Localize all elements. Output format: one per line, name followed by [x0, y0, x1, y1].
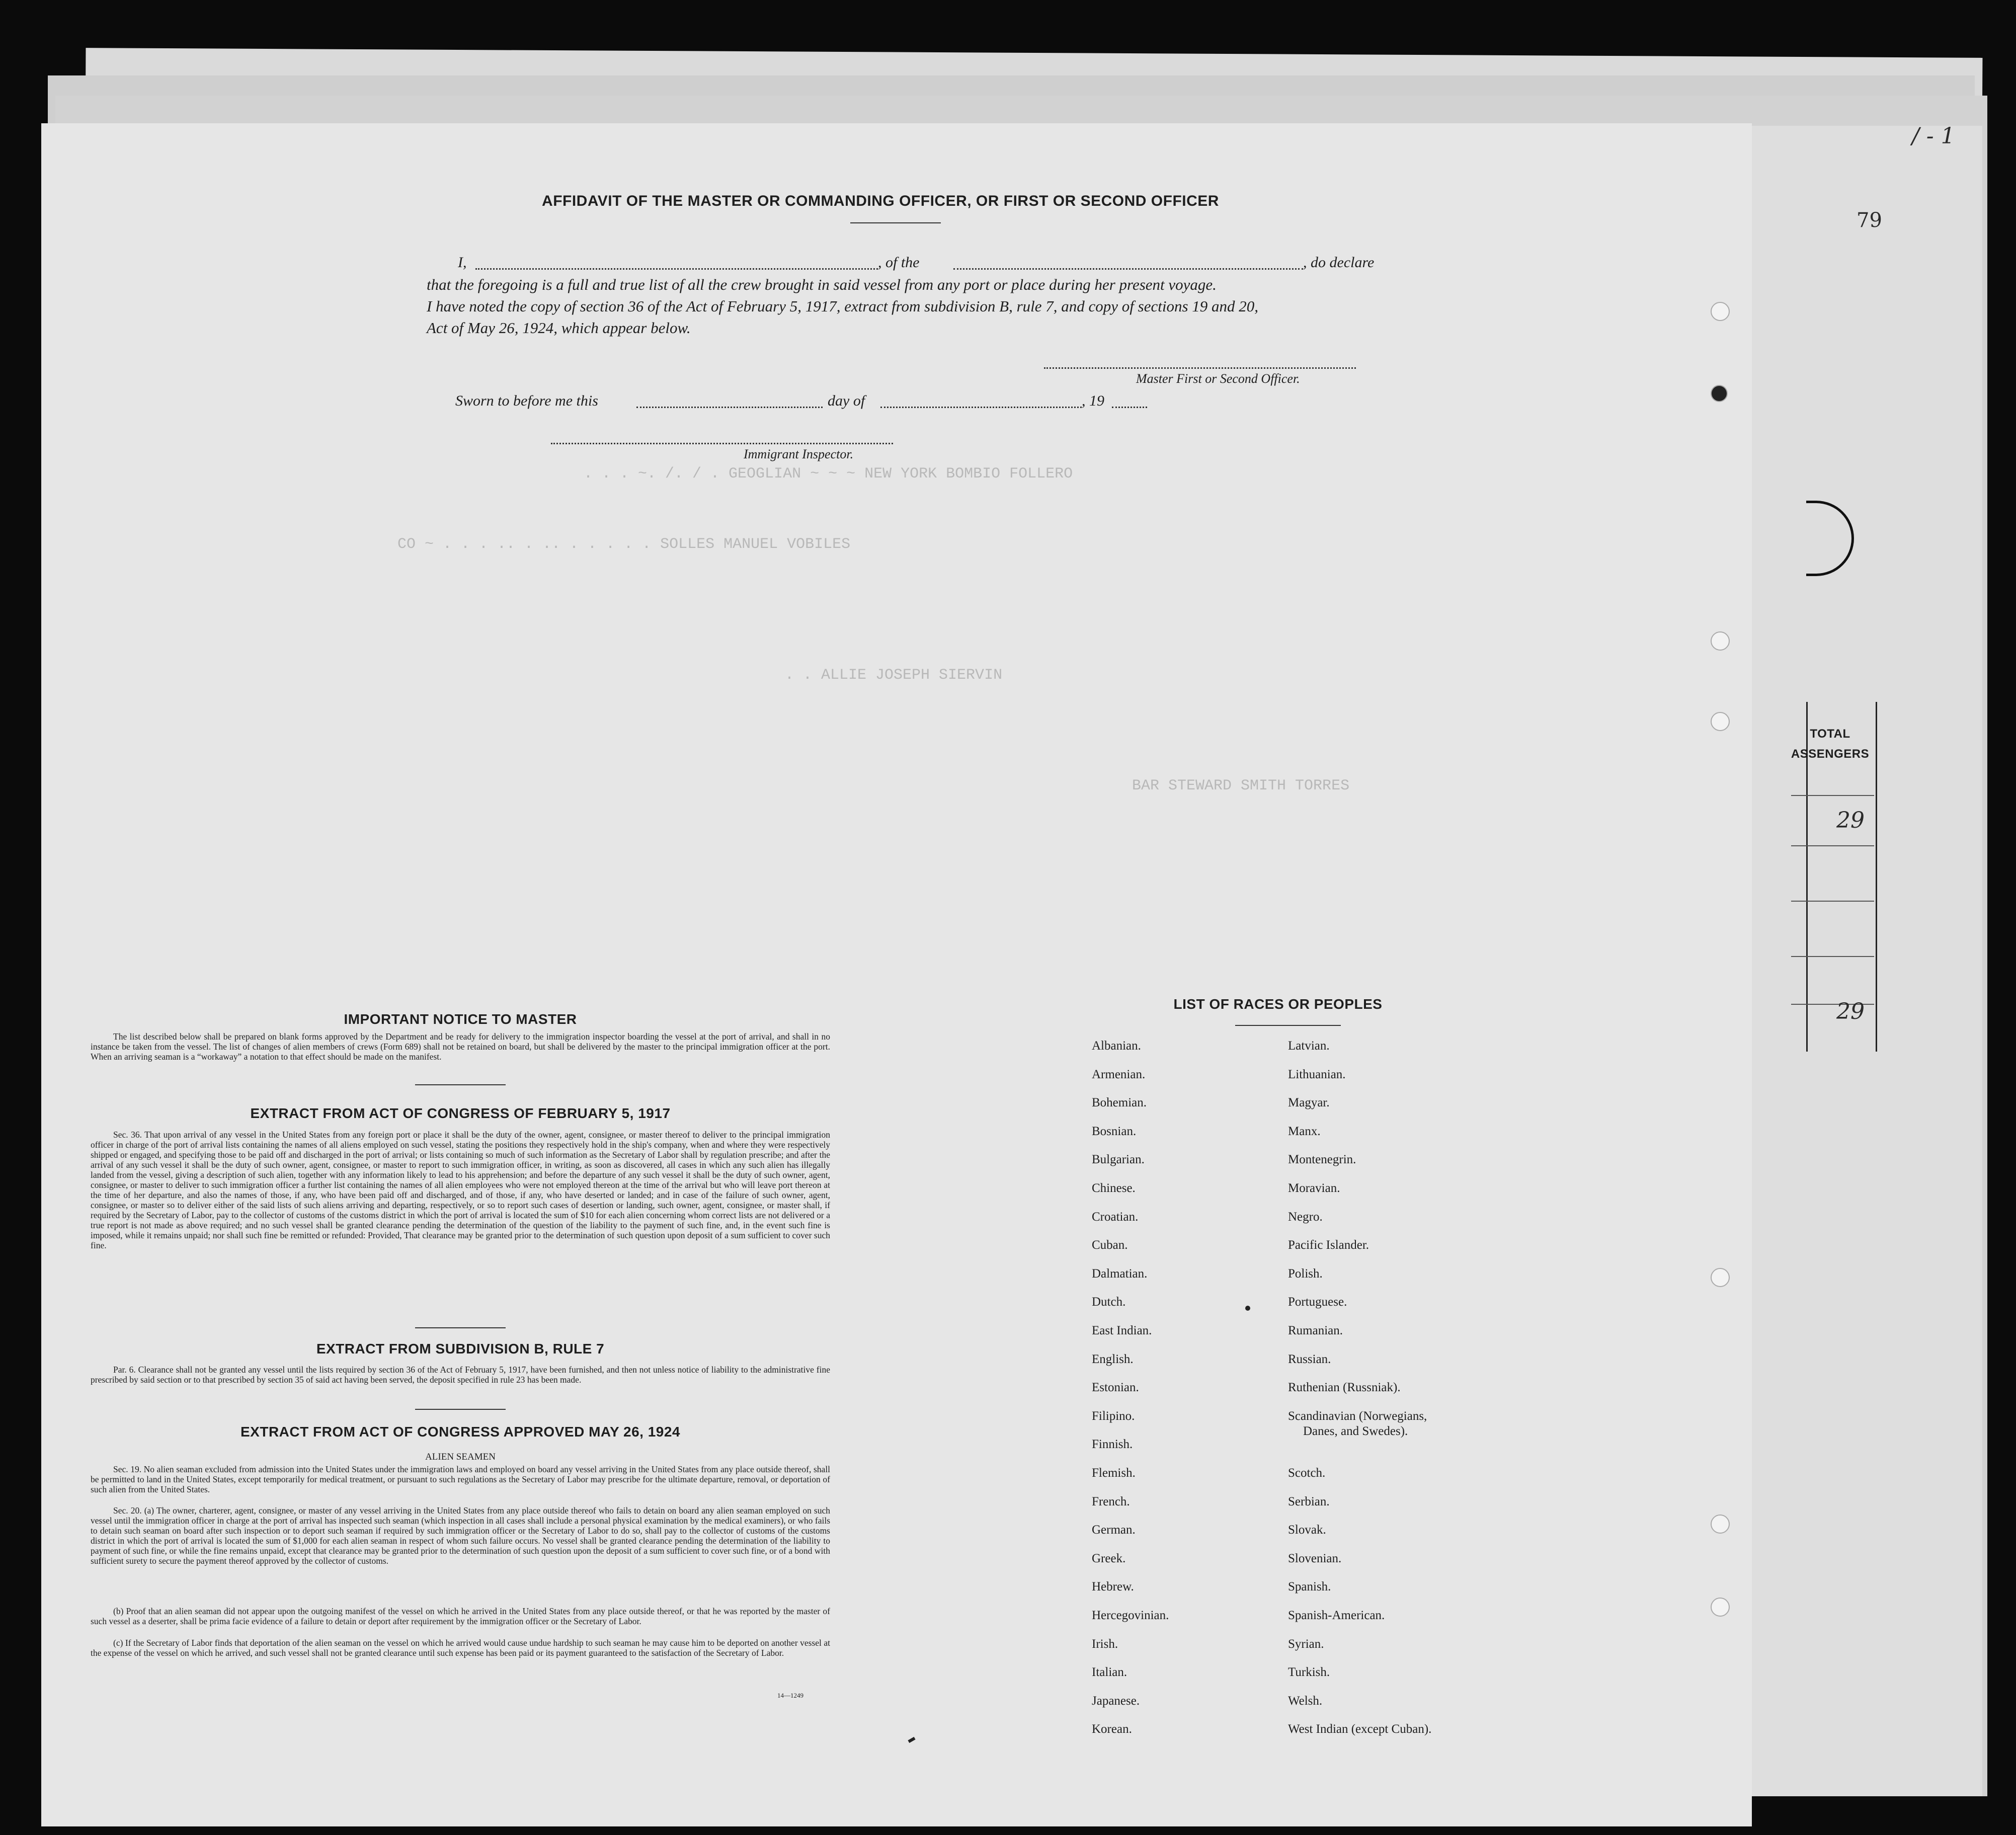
affidavit-body-line3: Act of May 26, 1924, which appear below. [427, 319, 691, 337]
extract-1924-title: EXTRACT FROM ACT OF CONGRESS APPROVED MAY 26, 1924 [240, 1424, 680, 1440]
race-item: Moravian. [1288, 1181, 1340, 1195]
pen-mark [1245, 1306, 1250, 1311]
notice-title: IMPORTANT NOTICE TO MASTER [344, 1011, 577, 1027]
totals-divider [1791, 901, 1874, 902]
extract-1917-text: Sec. 36. That upon arrival of any vessel in the United States from any foreign port or place it shall be the duty of the owner, agent, consignee, or master thereof to deliver to the principal immigration officer in charge of the port of arrival lists containing the names of all aliens employed on such vessel, stating the positions they respectively hold in the ship's company, when and where they were respectively shipped or engaged, and specifying those to be paid off and discharged in the port of arrival; or lists containing so much of such information as the Secretary of Labor shall by regulation prescribe; and after the arrival of any such vessel it shall be the duty of such owner, agent, consignee, or master to report to such immigration officer, in writing, as soon as discovered, all cases in which any such alien has illegally landed from the vessel, giving a description of such alien, together with any information likely to lead to his apprehension; and before the departure of any such vessel it shall be the duty of such owner, agent, consignee, or master to deliver to such immigration officer a further list containing the names of all alien employees who were not employed thereon at the time of the arrival but who will leave port thereon at the time of her departure, and also the names of those, if any, who have been paid off and discharged, and of those, if any, who have deserted or landed; and in case of the failure of such owner, agent, consignee, or master so to deliver either of the said lists of such aliens arriving and departing, respectively, or so to report such cases of desertion or landing, such owner, agent, consignee, or master shall, if required by the Secretary of Labor, pay to the collector of customs of the customs district in which the port of arrival is located the sum of $10 for each alien concerning whom correct lists are not delivered or a true report is not made as above required; and no such vessel shall be granted clearance pending the determination of the question of the liability to the payment of such fine, and, in the event such fine is imposed, while it remains unpaid; nor shall such fine be remitted or refunded: Provided, That clearance may be granted prior to the determination of such question upon deposit of a sum sufficient to cover such fine. [91, 1130, 830, 1250]
rule7-title: EXTRACT FROM SUBDIVISION B, RULE 7 [316, 1341, 605, 1357]
race-item: Dalmatian. [1092, 1266, 1148, 1281]
affidavit-title: AFFIDAVIT OF THE MASTER OR COMMANDING OFFICER, OR FIRST OR SECOND OFFICER [542, 193, 1219, 209]
sworn-label: Sworn to before me this [455, 392, 598, 409]
sec20a-text: Sec. 20. (a) The owner, charterer, agent, consignee, or master of any vessel arriving in the United States from any place outside thereof who fails to detain on board any alien seaman employed on such vessel until the immigration officer in charge at the port of arrival has inspected such seaman (which inspection in all cases shall include a personal physical examination by the medical examiners), or who fails to detain such seaman on board after such inspection or to deport such seaman if required by such immigration officer or the Secretary of Labor to do so, shall pay to the collector of customs of the customs district in which the port of arrival is located the sum of $1,000 for each alien seaman in respect of whom such failure occurs. No vessel shall be granted clearance pending the determination of the liability to payment of such fine, or while the fine remains unpaid, except that clearance may be granted prior to the determination of such question upon the deposit of a sum sufficient to cover such fine, or of a bond with sufficient surety to secure the payment thereof approved by the collector of customs. [91, 1505, 830, 1566]
inspector-signature-label: Immigrant Inspector. [744, 447, 854, 461]
corner-mark: / - 1 [1912, 123, 1955, 149]
race-item: Polish. [1288, 1266, 1323, 1281]
sworn-day-blank[interactable] [636, 391, 823, 408]
punch-hole [1711, 1598, 1730, 1617]
race-item: Korean. [1092, 1722, 1132, 1736]
vessel-blank[interactable] [953, 253, 1303, 270]
sec19-text: Sec. 19. No alien seaman excluded from admission into the United States under the immigration laws and employed on board any vessel arriving in the United States from any place outside thereof, shall be permitted to land in the United States, except temporarily for medical treatment, or pursuant to such regulations as the Secretary of Labor may prescribe for the ultimate departure, removal, or deportation of such alien from the United States. [91, 1464, 830, 1494]
race-item: Dutch. [1092, 1295, 1126, 1309]
race-item: Ruthenian (Russniak). [1288, 1381, 1401, 1395]
race-item: Scotch. [1288, 1466, 1326, 1480]
race-item: Armenian. [1092, 1067, 1146, 1081]
race-item: Spanish. [1288, 1580, 1331, 1594]
affidavit-body-line1: that the foregoing is a full and true list of all the crew brought in said vessel from any port or place during her present voyage. [427, 276, 1217, 293]
race-item: Lithuanian. [1288, 1067, 1346, 1081]
page-number: 79 [1857, 209, 1882, 232]
race-item: Rumanian. [1288, 1324, 1343, 1337]
race-item: Croatian. [1092, 1210, 1139, 1224]
punch-hole [1711, 631, 1730, 651]
affidavit-i: I, [458, 254, 467, 271]
race-item: Manx. [1288, 1124, 1321, 1138]
race-item: Serbian. [1288, 1494, 1330, 1508]
sec20c-text: (c) If the Secretary of Labor finds that deportation of the alien seaman on the vessel on which he arrived would cause undue hardship to such seaman he may cause him to be deported on another vessel at the expense of the vessel on which he arrived, and such vessel shall not be granted clearance until such expense has been paid or its payment guaranteed to the satisfaction of the Secretary of Labor. [91, 1638, 830, 1658]
totals-divider [1791, 795, 1874, 796]
race-item: Bohemian. [1092, 1096, 1147, 1110]
race-item: Chinese. [1092, 1181, 1136, 1195]
race-item: Spanish-American. [1288, 1609, 1385, 1622]
totals-divider [1791, 956, 1874, 957]
punch-hole [1711, 712, 1730, 731]
race-item: Syrian. [1288, 1637, 1324, 1651]
races-title-rule [1235, 1025, 1341, 1026]
race-item: Albanian. [1092, 1039, 1141, 1053]
race-item: Pacific Islander. [1288, 1238, 1369, 1252]
notice-text: The list described below shall be prepared on blank forms approved by the Department and be ready for delivery to the immigration inspector boarding the vessel at the port of arrival, and shall in no instance be taken from the vessel. The list of changes of alien members of crews (Form 689) shall not be retained on board, but shall be delivered by the master to the principal immigration officer at the port. When an arriving seaman is a “workaway” a notation to that effect should be made on the manifest. [91, 1031, 830, 1062]
affidavit-sheet [41, 123, 1752, 1826]
race-item: Turkish. [1288, 1665, 1330, 1680]
race-item: Hebrew. [1092, 1580, 1134, 1594]
race-item: West Indian (except Cuban). [1288, 1722, 1432, 1736]
totals-divider [1791, 845, 1874, 846]
section-rule [415, 1409, 506, 1410]
race-item: Portuguese. [1288, 1295, 1347, 1309]
month-blank[interactable] [880, 391, 1082, 408]
race-item: Bosnian. [1092, 1124, 1137, 1138]
race-item: Welsh. [1288, 1694, 1323, 1708]
race-item: Cuban. [1092, 1238, 1128, 1252]
affidavit-do-declare: , do declare [1303, 254, 1375, 271]
race-item: Greek. [1092, 1551, 1126, 1565]
bleed-through-row: . . ALLIE JOSEPH SIERVIN [785, 667, 1003, 684]
totals-value-top: 29 [1836, 808, 1865, 833]
master-signature-label: Master First or Second Officer. [1136, 371, 1300, 386]
section-rule [415, 1084, 506, 1085]
race-item: Magyar. [1288, 1096, 1330, 1110]
title-rule [850, 222, 941, 223]
race-item: Negro. [1288, 1210, 1323, 1224]
sec20b-text: (b) Proof that an alien seaman did not appear upon the outgoing manifest of the vessel on which he arrived in the United States from any place outside thereof, or that he was reported by the master of such vessel as a deserter, shall be prima facie evidence of a failure to detain or deport after requirement by the immigration officer or the Secretary of Labor. [91, 1606, 830, 1626]
race-item: Filipino. [1092, 1409, 1135, 1423]
race-item: Italian. [1092, 1665, 1127, 1680]
bleed-through-row: BAR STEWARD SMITH TORRES [1132, 777, 1350, 794]
race-item: Russian. [1288, 1352, 1331, 1366]
punch-hole [1711, 1268, 1730, 1287]
race-item: Latvian. [1288, 1039, 1330, 1053]
race-item: Bulgarian. [1092, 1153, 1145, 1167]
rule7-text: Par. 6. Clearance shall not be granted any vessel until the lists required by section 36 of the Act of February 5, 1917, have been furnished, and then not unless notice of liability to the administrative fine prescribed by said section or to that prescribed by section 35 of said act having been served, the deposit specified in rule 23 has been made. [91, 1365, 830, 1385]
punch-hole [1711, 1514, 1730, 1534]
extract-1917-title: EXTRACT FROM ACT OF CONGRESS OF FEBRUARY 5, 1917 [250, 1105, 671, 1121]
race-item: Finnish. [1092, 1438, 1133, 1452]
year-prefix: , 19 [1082, 392, 1104, 409]
affidavit-body-line2: I have noted the copy of section 36 of the Act of February 5, 1917, extract from subdivision B, rule 7, and copy of sections 19 and 20, [427, 297, 1259, 315]
race-item: Japanese. [1092, 1694, 1140, 1708]
bleed-through-row: . . . ~. /. / . GEOGLIAN ~ ~ ~ NEW YORK BOMBIO FOLLERO [584, 465, 1073, 483]
punch-hole [1711, 302, 1730, 321]
race-item: German. [1092, 1523, 1136, 1537]
race-item: French. [1092, 1494, 1130, 1508]
totals-header-line1: TOTAL [1810, 727, 1850, 741]
name-blank[interactable] [475, 253, 878, 270]
race-item: Hercegovinian. [1092, 1609, 1169, 1622]
extract-1924-subtitle: ALIEN SEAMEN [425, 1452, 496, 1462]
race-item: Irish. [1092, 1637, 1118, 1651]
punch-hole [1711, 385, 1728, 402]
year-blank[interactable] [1112, 391, 1147, 408]
day-of-label: day of [828, 392, 865, 409]
race-item: Flemish. [1092, 1466, 1136, 1480]
race-item: Slovenian. [1288, 1551, 1342, 1565]
race-item: Scandinavian (Norwegians, [1288, 1409, 1427, 1423]
races-title: LIST OF RACES OR PEOPLES [1173, 996, 1383, 1012]
section-rule [415, 1327, 506, 1328]
totals-header-line2: ASSENGERS [1791, 747, 1870, 761]
totals-value-bottom: 29 [1836, 999, 1865, 1024]
form-number: 14—1249 [777, 1692, 803, 1699]
race-item: English. [1092, 1352, 1134, 1366]
race-item: East Indian. [1092, 1324, 1152, 1337]
bleed-through-row: CO ~ . . . .. . .. . . . . . SOLLES MANUEL VOBILES [397, 536, 851, 553]
inspector-signature-line[interactable] [551, 430, 893, 444]
race-item: Slovak. [1288, 1523, 1326, 1537]
race-item: Danes, and Swedes). [1303, 1424, 1408, 1438]
affidavit-of-the: , of the [878, 254, 920, 271]
master-signature-line[interactable] [1044, 355, 1356, 369]
race-item: Estonian. [1092, 1381, 1139, 1395]
race-item: Montenegrin. [1288, 1153, 1356, 1167]
